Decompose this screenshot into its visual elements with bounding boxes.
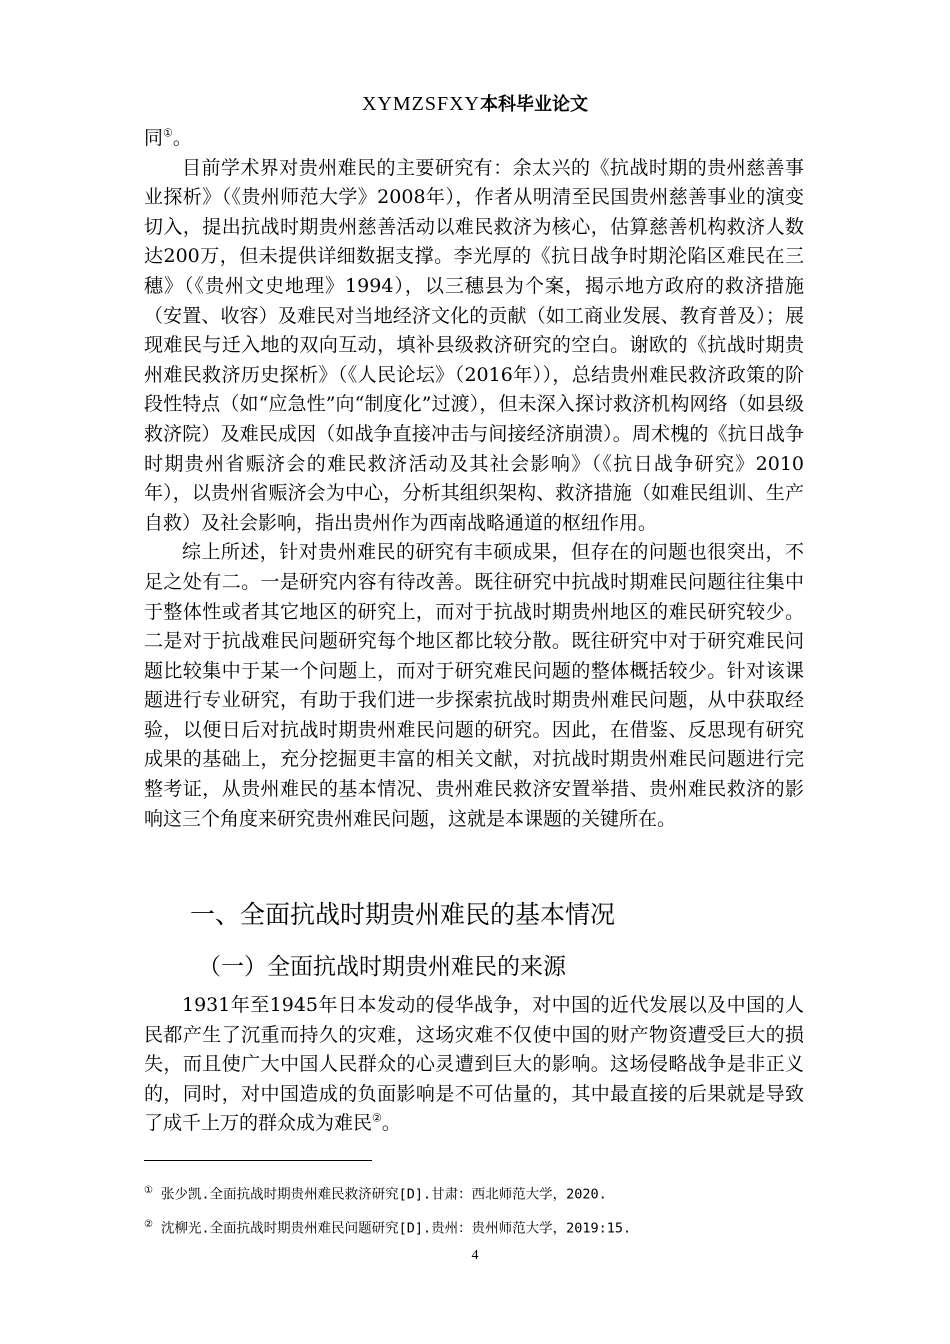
paragraph-refugee-origin: 1931年至1945年日本发动的侵华战争，对中国的近代发展以及中国的人民都产生了沉重而持久的灾难，这场灾难不仅使中国的财产物资遭受巨大的损失，而且使广大中国人民群众的心灵遭到巨大的影响。这场侵略战争是非正义的，同时，对中国造成的负面影响是不可估量的，其中最直接的后果就是导致了成千上万的群众成为难民②。 <box>144 994 804 1135</box>
footnote-text: 张少凯.全面抗战时期贵州难民救济研究[D].甘肃：西北师范大学，2020. <box>160 1186 607 1203</box>
body-text-intro <box>144 124 804 834</box>
page-header <box>0 90 950 118</box>
paragraph-summary: 综上所述，针对贵州难民的研究有丰硕成果，但存在的问题也很突出，不足之处有二。一是研究内容有待改善。既往研究中抗战时期难民问题往往集中于整体性或者其它地区的研究上，而对于抗战时期贵州地区的难民研究较少。二是对于抗战难民问题研究每个地区都比较分散。既往研究中对于研究难民问题比较集中于某一个问题上，而对于研究难民问题的整体概括较少。针对该课题进行专业研究，有助于我们进一步探索抗战时期贵州难民问题，从中获取经验，以便日后对抗战时期贵州难民问题的研究。因此，在借鉴、反思现有研究成果的基础上，充分挖掘更丰富的相关文献，对抗战时期贵州难民问题进行完整考证，从贵州难民的基本情况、贵州难民救济安置举措、贵州难民救济的影响这三个角度来研究贵州难民问题，这就是本课题的关键所在。 <box>144 541 804 830</box>
footnote-text: 沈柳光.全面抗战时期贵州难民问题研究[D].贵州：贵州师范大学，2019:15. <box>160 1220 632 1236</box>
subsection-heading: （一）全面抗战时期贵州难民的来源 <box>198 954 566 980</box>
body-text-section <box>144 991 804 1139</box>
footnote-2 <box>144 1210 824 1244</box>
section-heading: 一、全面抗战时期贵州难民的基本情况 <box>190 900 616 929</box>
header-title: 本科毕业论文 <box>480 94 589 115</box>
footnote-1 <box>144 1176 824 1210</box>
page-number: 4 <box>471 1248 479 1263</box>
paragraph-literature-review: 目前学术界对贵州难民的主要研究有：余太兴的《抗战时期的贵州慈善事业探析》（《贵州师范大学》2008年），作者从明清至民国贵州慈善事业的演变切入，提出抗战时期贵州慈善活动以难民救济为核心，估算慈善机构救济人数达200万，但未提供详细数据支撑。李光厚的《抗日战争时期沦陷区难民在三穗》（《贵州文史地理》1994），以三穗县为个案，揭示地方政府的救济措施（安置、收容）及难民对当地经济文化的贡献（如工商业发展、教育普及）；展现难民与迁入地的双向互动，填补县级救济研究的空白。谢欧的《抗战时期贵州难民救济历史探析》（《人民论坛》（2016年）），总结贵州难民救济政策的阶段性特点（如“应急性”向“制度化”过渡），但未深入探讨救济机构网络（如县级救济院）及难民成因（如战争直接冲击与间接经济崩溃）。周术槐的《抗日战争时期贵州省赈济会的难民救济活动及其社会影响》（《抗日战争研究》2010年），以贵州省赈济会为中心，分析其组织架构、救济措施（如难民组训、生产自救）及社会影响，指出贵州作为西南战略通道的枢纽作用。 <box>144 156 804 534</box>
footnote-ref-2[interactable]: ② <box>372 1112 382 1126</box>
paragraph-continuation: 同①。 <box>144 126 192 149</box>
footnote-mark: ② <box>144 1218 153 1230</box>
footnote-mark: ① <box>144 1185 153 1196</box>
footnote-ref-1[interactable]: ① <box>163 126 173 140</box>
header-code: XYMZSFXY <box>361 93 481 115</box>
footnote-divider <box>144 1160 372 1161</box>
footnotes <box>144 1176 824 1243</box>
